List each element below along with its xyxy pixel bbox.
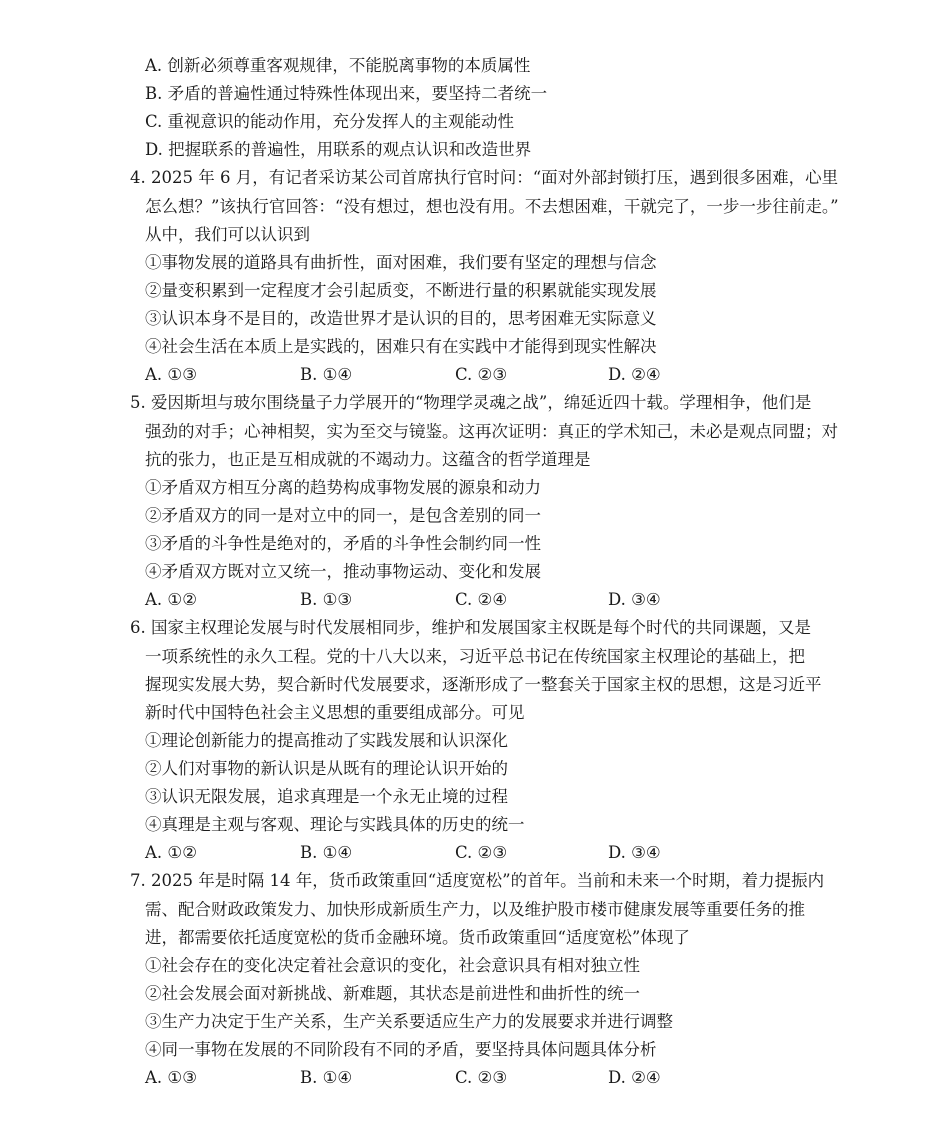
q5-stem-line-3: 抗的张力，也正是互相成就的不竭动力。这蕴含的哲学道理是 <box>145 450 591 469</box>
q5-item-4: ④矛盾双方既对立又统一，推动事物运动、变化和发展 <box>145 562 541 581</box>
q7-stem-line-3: 进，都需要依托适度宽松的货币金融环境。货币政策重回“适度宽松”体现了 <box>145 928 690 947</box>
q6-item-1: ①理论创新能力的提高推动了实践发展和认识深化 <box>145 731 508 750</box>
q4-item-4: ④社会生活在本质上是实践的，困难只有在实践中才能得到现实性解决 <box>145 337 657 356</box>
q6-item-4: ④真理是主观与客观、理论与实践具体的历史的统一 <box>145 815 525 834</box>
q3-option-c: C. 重视意识的能动作用，充分发挥人的主观能动性 <box>145 112 515 131</box>
q6-choice-b: B. ①④ <box>300 843 353 862</box>
q4-item-1: ①事物发展的道路具有曲折性，面对困难，我们要有坚定的理想与信念 <box>145 253 657 272</box>
q4-item-3: ③认识本身不是目的，改造世界才是认识的目的，思考困难无实际意义 <box>145 309 657 328</box>
q4-choice-c: C. ②③ <box>455 365 508 384</box>
q6-stem-line-3: 握现实发展大势，契合新时代发展要求，逐渐形成了一整套关于国家主权的思想，这是习近平 <box>145 675 822 694</box>
q7-stem-line-2: 需、配合财政政策发力、加快形成新质生产力，以及维护股市楼市健康发展等重要任务的推 <box>145 900 805 919</box>
q5-choice-a: A. ①② <box>145 590 197 609</box>
q5-choice-c: C. ②④ <box>455 590 508 609</box>
q7-item-2: ②社会发展会面对新挑战、新难题，其状态是前进性和曲折性的统一 <box>145 984 640 1003</box>
q6-item-3: ③认识无限发展，追求真理是一个永无止境的过程 <box>145 787 508 806</box>
q4-choice-a: A. ①③ <box>145 365 197 384</box>
q4-stem-line-3: 从中，我们可以认识到 <box>145 225 310 244</box>
q3-option-a: A. 创新必须尊重客观规律，不能脱离事物的本质属性 <box>145 56 531 75</box>
q5-item-2: ②矛盾双方的同一是对立中的同一，是包含差别的同一 <box>145 506 541 525</box>
q5-choice-b: B. ①③ <box>300 590 353 609</box>
q7-item-4: ④同一事物在发展的不同阶段有不同的矛盾，要坚持具体问题具体分析 <box>145 1040 657 1059</box>
q5-item-1: ①矛盾双方相互分离的趋势构成事物发展的源泉和动力 <box>145 478 541 497</box>
q7-item-3: ③生产力决定于生产关系，生产关系要适应生产力的发展要求并进行调整 <box>145 1012 673 1031</box>
q7-choice-c: C. ②③ <box>455 1068 508 1087</box>
q4-item-2: ②量变积累到一定程度才会引起质变，不断进行量的积累就能实现发展 <box>145 281 657 300</box>
q6-stem-line-4: 新时代中国特色社会主义思想的重要组成部分。可见 <box>145 703 525 722</box>
q6-choice-d: D. ③④ <box>608 843 661 862</box>
q7-choice-b: B. ①④ <box>300 1068 353 1087</box>
q5-stem-line-1: 5. 爱因斯坦与玻尔围绕量子力学展开的“物理学灵魂之战”，绵延近四十载。学理相争，他们是 <box>130 393 812 412</box>
q7-item-1: ①社会存在的变化决定着社会意识的变化，社会意识具有相对独立性 <box>145 956 640 975</box>
q4-stem-line-2: 怎么想？”该执行官回答：“没有想过，想也没有用。不去想困难，干就完了，一步一步往前走。” <box>145 197 839 216</box>
q3-option-d: D. 把握联系的普遍性，用联系的观点认识和改造世界 <box>145 140 532 159</box>
q3-option-b: B. 矛盾的普遍性通过特殊性体现出来，要坚持二者统一 <box>145 84 548 103</box>
q6-stem-line-2: 一项系统性的永久工程。党的十八大以来，习近平总书记在传统国家主权理论的基础上，把 <box>145 647 805 666</box>
q5-choice-d: D. ③④ <box>608 590 661 609</box>
q6-stem-line-1: 6. 国家主权理论发展与时代发展相同步，维护和发展国家主权既是每个时代的共同课题，又是 <box>130 618 811 637</box>
q5-item-3: ③矛盾的斗争性是绝对的，矛盾的斗争性会制约同一性 <box>145 534 541 553</box>
q4-stem-line-1: 4. 2025 年 6 月，有记者采访某公司首席执行官时问：“面对外部封锁打压，遇到很多困难，心里 <box>130 168 839 187</box>
q6-choice-a: A. ①② <box>145 843 197 862</box>
q6-item-2: ②人们对事物的新认识是从既有的理论认识开始的 <box>145 759 508 778</box>
q4-choice-d: D. ②④ <box>608 365 661 384</box>
q6-choice-c: C. ②③ <box>455 843 508 862</box>
q7-choice-d: D. ②④ <box>608 1068 661 1087</box>
q4-choice-b: B. ①④ <box>300 365 353 384</box>
q5-stem-line-2: 强劲的对手；心神相契，实为至交与镜鉴。这再次证明：真正的学术知己，未必是观点同盟；对 <box>145 422 838 441</box>
q7-choice-a: A. ①③ <box>145 1068 197 1087</box>
q7-stem-line-1: 7. 2025 年是时隔 14 年，货币政策重回“适度宽松”的首年。当前和未来一个时期，着力提振内 <box>130 871 825 890</box>
